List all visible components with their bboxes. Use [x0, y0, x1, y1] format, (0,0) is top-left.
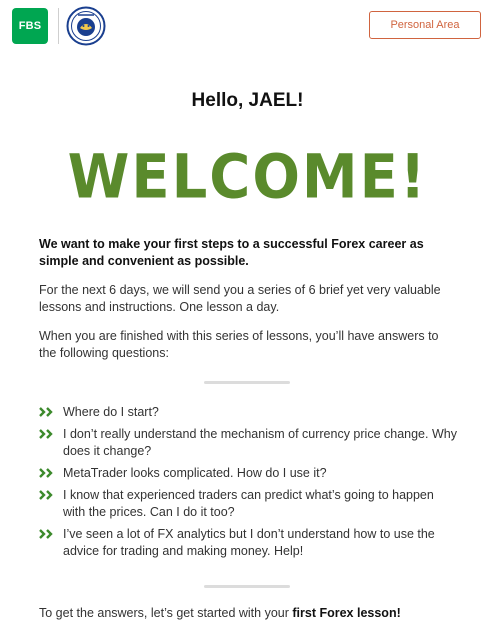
question-text: I’ve seen a lot of FX analytics but I don’t understand how to use the advice for trading and making money. Help! — [63, 527, 435, 558]
list-item — [39, 404, 459, 421]
double-chevron-right-icon — [39, 468, 55, 478]
footer-text — [39, 606, 469, 620]
double-chevron-right-icon — [39, 407, 55, 417]
email-header — [0, 0, 495, 58]
double-chevron-right-icon — [39, 490, 55, 500]
questions-list — [39, 404, 459, 565]
question-text: I don’t really understand the mechanism of currency price change. Why does it change? — [63, 427, 457, 458]
club-crest-icon[interactable] — [66, 6, 106, 46]
footer-text-lead: To get the answers, let’s get started with your — [39, 606, 293, 620]
list-item — [39, 465, 459, 482]
logo-divider — [58, 8, 59, 44]
section-divider — [204, 585, 290, 588]
welcome-banner — [0, 140, 495, 210]
double-chevron-right-icon — [39, 529, 55, 539]
question-text: I know that experienced traders can predict what’s going to happen with the prices. Can I do it too? — [63, 488, 434, 519]
question-text: MetaTrader looks complicated. How do I use it? — [63, 466, 327, 480]
personal-area-button[interactable]: Personal Area — [369, 11, 481, 39]
question-text: Where do I start? — [63, 405, 159, 419]
welcome-banner-text: WELCOME! — [67, 141, 428, 210]
intro-paragraph-1: For the next 6 days, we will send you a series of 6 brief yet very valuable lessons and instructions. One lesson a day. — [39, 283, 441, 314]
section-divider — [204, 381, 290, 384]
intro-paragraph-2: When you are finished with this series of lessons, you’ll have answers to the following questions: — [39, 329, 439, 360]
greeting-heading: Hello, JAEL! — [191, 90, 304, 111]
fbs-logo[interactable]: FBS — [12, 8, 48, 44]
first-lesson-link[interactable]: first Forex lesson! — [292, 606, 401, 620]
intro-lead: We want to make your first steps to a successful Forex career as simple and convenient as possible. — [39, 237, 424, 268]
list-item — [39, 426, 459, 460]
list-item — [39, 487, 459, 521]
list-item — [39, 526, 459, 560]
double-chevron-right-icon — [39, 429, 55, 439]
